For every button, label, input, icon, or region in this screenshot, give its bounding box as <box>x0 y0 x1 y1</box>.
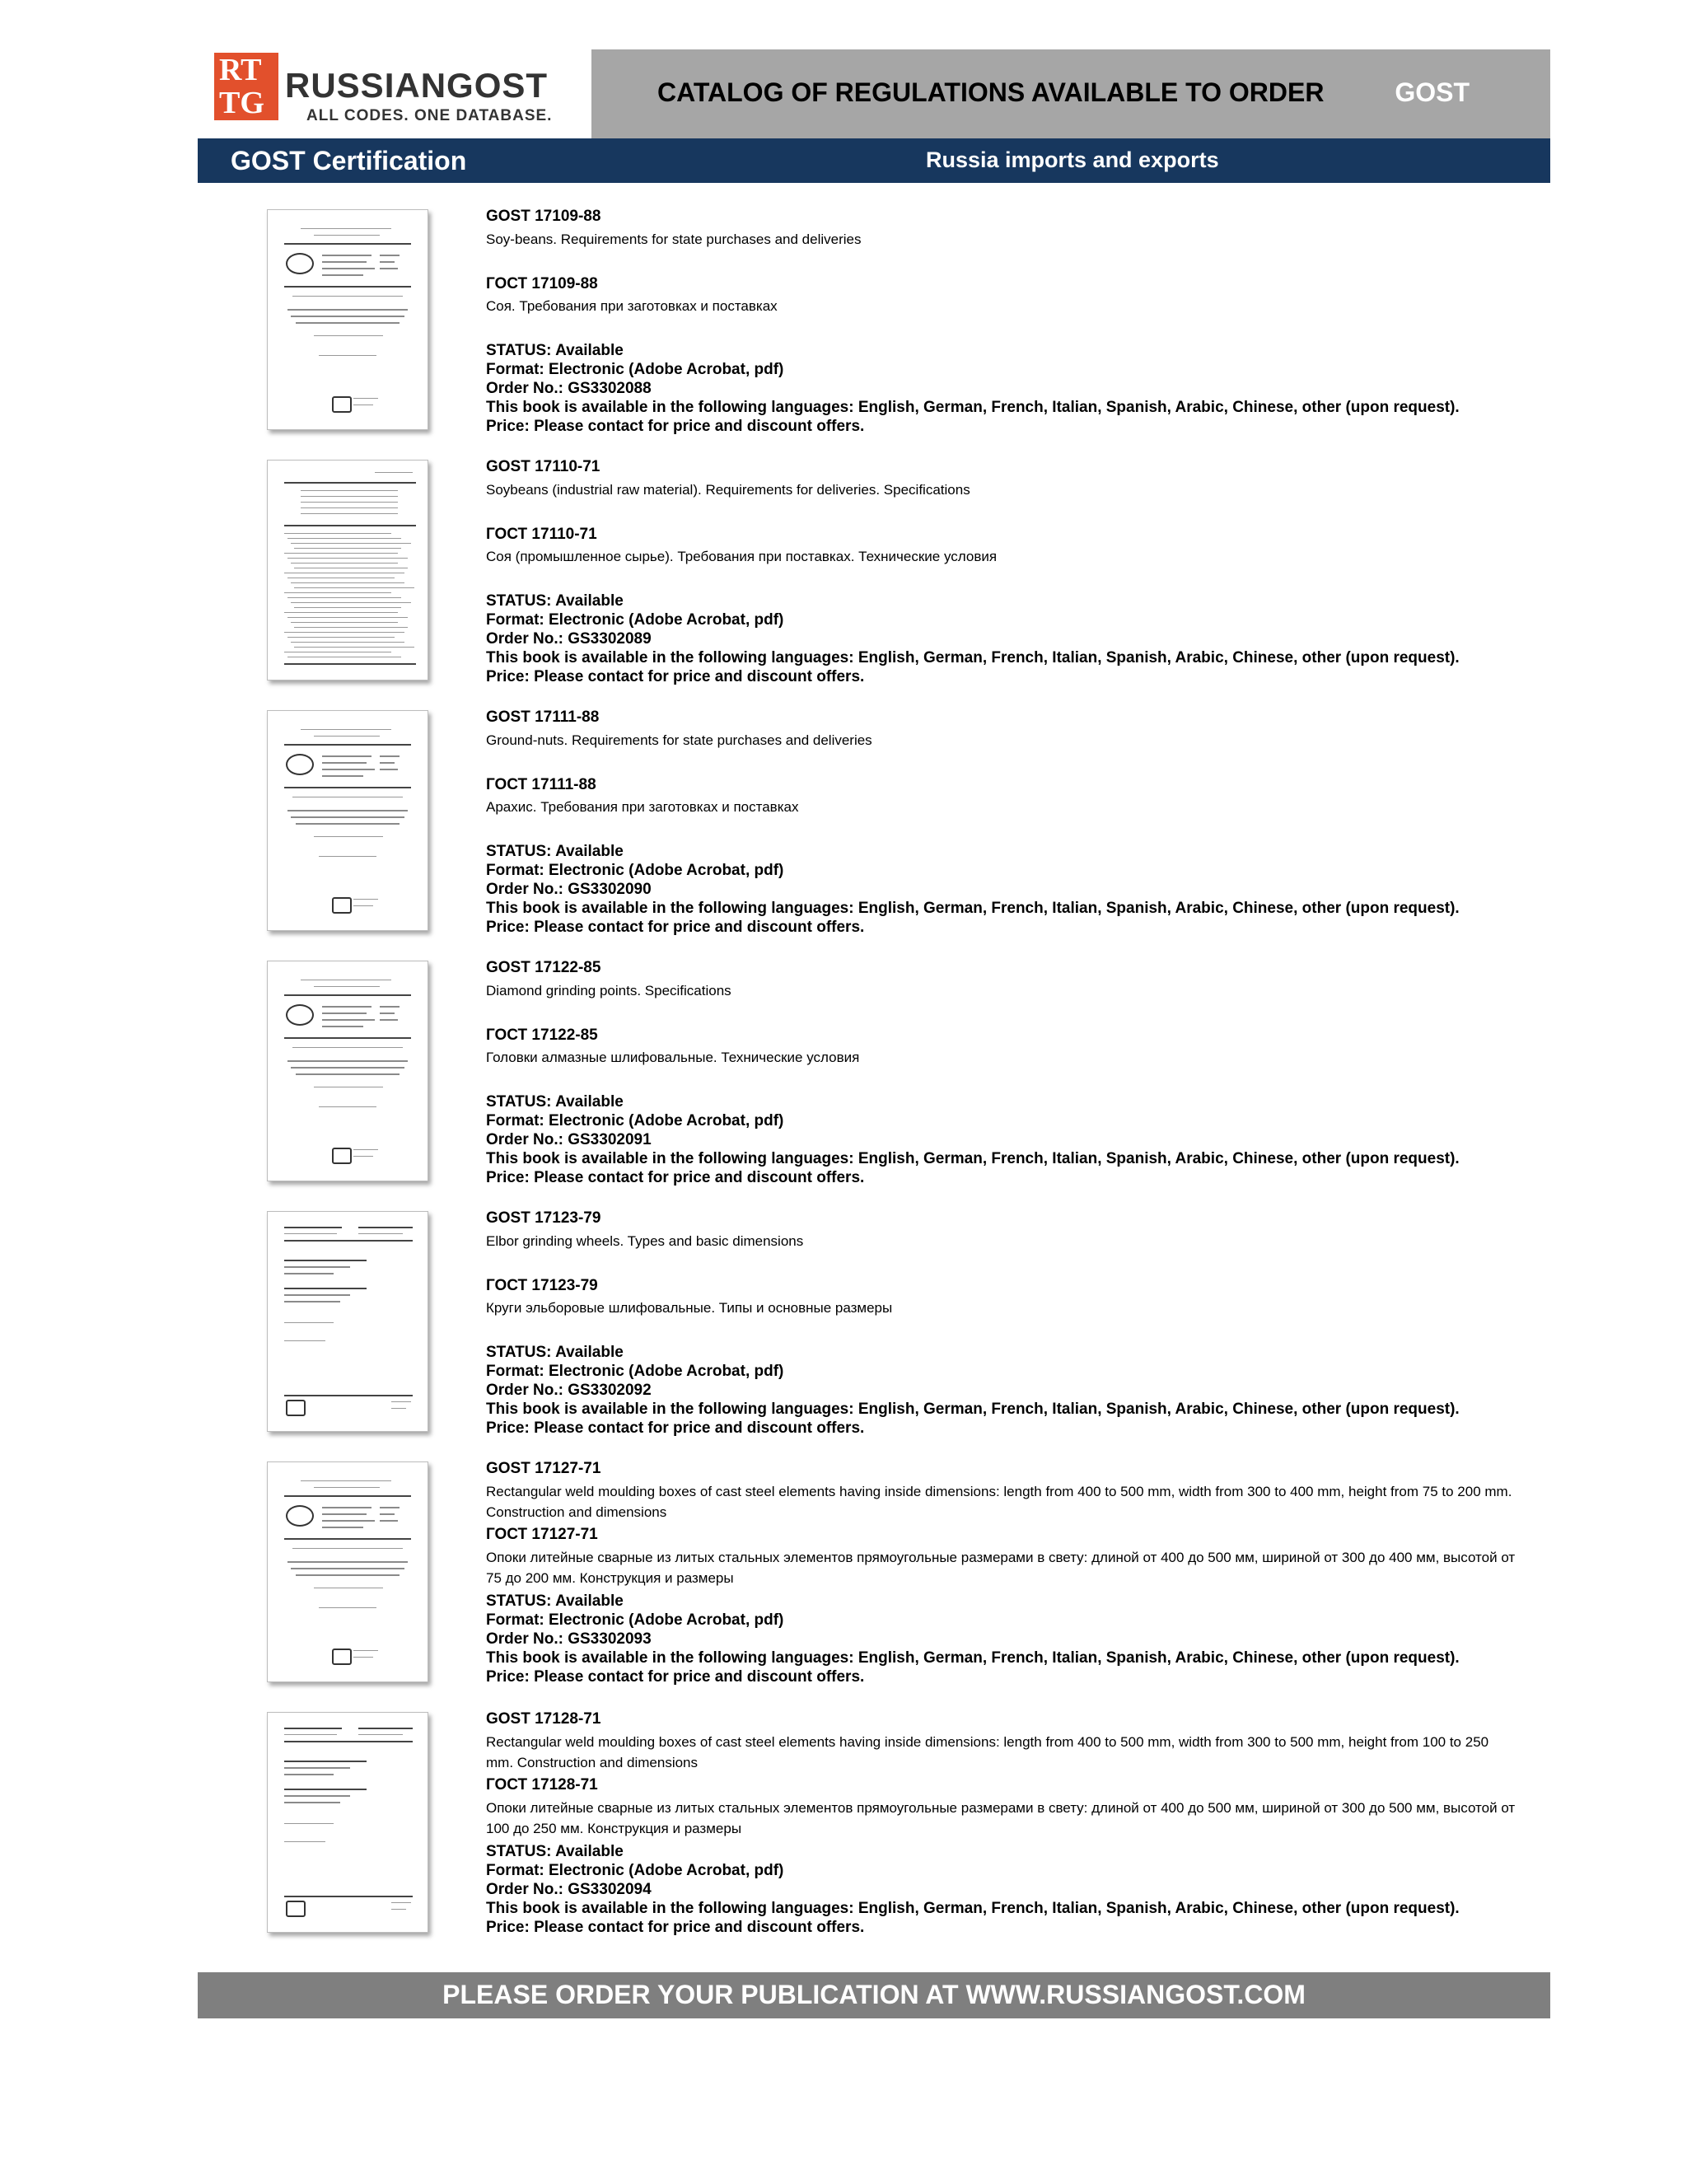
thumb-text-line <box>391 1408 406 1409</box>
thumb-text-line <box>291 316 404 317</box>
thumb-text-line <box>284 632 404 633</box>
standard-emblem-icon <box>286 1004 314 1026</box>
thumb-text-line <box>301 1480 391 1481</box>
thumb-text-line <box>291 642 404 643</box>
thumb-text-line <box>291 563 398 564</box>
thumb-text-line <box>284 1266 350 1268</box>
thumb-text-line <box>284 1728 342 1729</box>
thumb-text-line <box>314 335 383 336</box>
thumb-text-line <box>294 587 414 588</box>
imports-label: Russia imports and exports <box>926 147 1219 172</box>
thumb-text-line <box>380 1006 400 1008</box>
thumb-text-line <box>353 905 373 906</box>
document-thumbnail[interactable] <box>267 1461 428 1682</box>
order-number: Order No.: GS3302094 <box>486 1881 652 1898</box>
thumb-text-line <box>391 1909 406 1910</box>
logo-name: RUSSIANGOST <box>285 66 549 105</box>
description-en: Soybeans (industrial raw material). Requirements for deliveries. Specifications <box>486 482 970 498</box>
description-ru: Соя. Требования при заготовках и поставках <box>486 298 778 314</box>
order-number: Order No.: GS3302093 <box>486 1630 652 1648</box>
thumb-text-line <box>322 1513 367 1515</box>
logo-mark-top: RT <box>219 53 262 87</box>
publisher-mark-icon <box>332 1649 352 1665</box>
document-thumbnail[interactable] <box>267 1712 428 1933</box>
thumb-text-line <box>287 597 401 598</box>
thumb-text-line <box>284 1495 411 1497</box>
thumb-text-line <box>284 1789 367 1790</box>
logo-tagline: ALL CODES. ONE DATABASE. <box>306 107 553 124</box>
format-text: Format: Electronic (Adobe Acrobat, pdf) <box>486 1363 784 1380</box>
thumb-text-line <box>322 261 367 263</box>
thumb-text-line <box>319 1607 376 1608</box>
thumb-text-line <box>301 228 391 229</box>
description-ru: Опоки литейные сварные из литых стальных элементов прямоугольные размерами в свету: длиной от 400 до 500 мм, шириной от 300 до 400 мм, высотой от 75 до 200 мм. Конструкция и размеры <box>486 1550 1516 1586</box>
thumb-text-line <box>284 1802 340 1803</box>
thumb-text-line <box>380 755 400 757</box>
publisher-mark-icon <box>286 1400 306 1416</box>
thumb-text-line <box>287 309 408 311</box>
thumb-text-line <box>284 1896 413 1897</box>
thumb-text-line <box>284 663 416 665</box>
document-thumbnail[interactable] <box>267 460 428 680</box>
gost-code-ru[interactable]: ГОСТ 17122-85 <box>486 1027 598 1044</box>
thumb-text-line <box>353 1149 378 1150</box>
thumb-text-line <box>296 1073 400 1075</box>
thumb-text-line <box>322 1520 375 1522</box>
thumb-text-line <box>284 482 416 484</box>
thumb-text-line <box>284 1823 334 1824</box>
gost-code-en[interactable]: GOST 17127-71 <box>486 1460 601 1477</box>
description-en: Diamond grinding points. Specifications <box>486 983 731 998</box>
thumb-text-line <box>291 543 411 544</box>
format-text: Format: Electronic (Adobe Acrobat, pdf) <box>486 862 784 879</box>
logo[interactable] <box>198 49 591 138</box>
thumb-text-line <box>284 1227 342 1228</box>
thumb-text-line <box>358 1728 413 1729</box>
gost-tag: GOST <box>1395 77 1470 107</box>
thumb-text-line <box>322 1019 375 1021</box>
thumb-text-line <box>353 1657 373 1658</box>
price-text: Price: Please contact for price and discount offers. <box>486 1668 865 1686</box>
languages-text: This book is available in the following languages: English, German, French, Italian, Spanish, Arabic, Chinese, other (upon request). <box>486 1401 1460 1418</box>
thumb-text-line <box>391 1902 411 1903</box>
thumb-text-line <box>322 775 363 777</box>
catalog-entry <box>198 208 1550 455</box>
thumb-text-line <box>284 787 411 788</box>
thumb-text-line <box>322 274 363 276</box>
thumb-text-line <box>284 1240 413 1242</box>
standard-emblem-icon <box>286 253 314 274</box>
thumb-text-line <box>284 1301 340 1302</box>
gost-code-ru[interactable]: ГОСТ 17109-88 <box>486 275 598 292</box>
description-ru: Соя (промышленное сырье). Требования при поставках. Технические условия <box>486 549 998 564</box>
thumb-text-line <box>284 553 398 554</box>
format-text: Format: Electronic (Adobe Acrobat, pdf) <box>486 1611 784 1629</box>
gost-code-ru[interactable]: ГОСТ 17127-71 <box>486 1526 598 1543</box>
gost-code-ru[interactable]: ГОСТ 17128-71 <box>486 1776 598 1793</box>
description-en: Soy-beans. Requirements for state purchases and deliveries <box>486 231 862 247</box>
order-number: Order No.: GS3302088 <box>486 380 652 397</box>
description-ru: Арахис. Требования при заготовках и поставках <box>486 799 799 815</box>
format-text: Format: Electronic (Adobe Acrobat, pdf) <box>486 611 784 629</box>
gost-code-ru[interactable]: ГОСТ 17111-88 <box>486 776 596 793</box>
thumb-text-line <box>284 1741 413 1742</box>
price-text: Price: Please contact for price and discount offers. <box>486 418 865 435</box>
thumb-text-line <box>284 1774 334 1775</box>
gost-code-en[interactable]: GOST 17123-79 <box>486 1209 601 1227</box>
catalog-title-bar <box>591 49 1550 138</box>
document-thumbnail[interactable] <box>267 1211 428 1432</box>
thumb-text-line <box>301 490 398 491</box>
thumb-text-line <box>284 1395 413 1396</box>
thumb-text-line <box>301 507 398 508</box>
languages-text: This book is available in the following languages: English, German, French, Italian, Spanish, Arabic, Chinese, other (upon request). <box>486 1649 1460 1667</box>
thumb-text-line <box>380 261 395 263</box>
status-text: STATUS: Available <box>486 1344 624 1361</box>
thumb-text-line <box>284 612 398 613</box>
gost-code-en[interactable]: GOST 17111-88 <box>486 709 600 726</box>
thumb-text-line <box>287 1060 408 1062</box>
publisher-mark-icon <box>332 897 352 914</box>
thumb-text-line <box>296 322 400 324</box>
status-text: STATUS: Available <box>486 1093 624 1111</box>
description-ru: Головки алмазные шлифовальные. Технические условия <box>486 1050 860 1065</box>
status-text: STATUS: Available <box>486 1592 624 1610</box>
standard-emblem-icon <box>286 1505 314 1527</box>
thumb-text-line <box>287 558 408 559</box>
thumb-text-line <box>380 1019 398 1021</box>
standard-emblem-icon <box>286 754 314 775</box>
thumb-text-line <box>319 1106 376 1107</box>
thumb-text-line <box>287 617 408 618</box>
thumb-text-line <box>314 736 380 737</box>
thumb-text-line <box>294 647 414 648</box>
thumb-text-line <box>284 1538 411 1540</box>
thumb-text-line <box>322 255 372 256</box>
thumb-text-line <box>291 582 404 583</box>
publisher-mark-icon <box>332 1148 352 1164</box>
thumb-text-line <box>284 1734 337 1735</box>
languages-text: This book is available in the following languages: English, German, French, Italian, Spanish, Arabic, Chinese, other (upon request). <box>486 900 1460 917</box>
thumb-text-line <box>284 1260 367 1261</box>
catalog-entry <box>198 959 1550 1206</box>
thumb-text-line <box>294 627 408 628</box>
thumb-text-line <box>353 899 378 900</box>
thumb-text-line <box>287 637 395 638</box>
thumb-text-line <box>380 762 395 764</box>
status-text: STATUS: Available <box>486 1843 624 1860</box>
publisher-mark-icon <box>332 396 352 413</box>
logo-mark-icon <box>214 53 278 120</box>
thumb-text-line <box>284 1767 350 1769</box>
catalog-title: CATALOG OF REGULATIONS AVAILABLE TO ORDER <box>657 77 1325 107</box>
languages-text: This book is available in the following languages: English, German, French, Italian, Spanish, Arabic, Chinese, other (upon request). <box>486 1900 1460 1917</box>
description-en: Ground-nuts. Requirements for state purchases and deliveries <box>486 732 872 748</box>
gost-code-en[interactable]: GOST 17128-71 <box>486 1710 601 1728</box>
status-text: STATUS: Available <box>486 342 624 359</box>
thumb-text-line <box>380 769 398 770</box>
languages-text: This book is available in the following languages: English, German, French, Italian, Spanish, Arabic, Chinese, other (upon request). <box>486 649 1460 666</box>
thumb-text-line <box>319 856 376 857</box>
thumb-text-line <box>314 986 380 987</box>
thumb-text-line <box>291 602 411 603</box>
thumb-text-line <box>284 994 411 996</box>
thumb-text-line <box>284 1795 350 1797</box>
thumb-text-line <box>322 1026 363 1027</box>
description-en: Rectangular weld moulding boxes of cast steel elements having inside dimensions: length from 400 to 500 mm, width from 300 to 400 mm, height from 75 to 200 mm. Construction and dimensions <box>486 1484 1512 1520</box>
gost-code-ru[interactable]: ГОСТ 17123-79 <box>486 1277 598 1294</box>
thumb-text-line <box>353 1650 378 1651</box>
format-text: Format: Electronic (Adobe Acrobat, pdf) <box>486 361 784 378</box>
thumb-text-line <box>322 268 375 269</box>
price-text: Price: Please contact for price and discount offers. <box>486 1919 865 1936</box>
catalog-entry <box>198 1209 1550 1457</box>
thumb-text-line <box>358 1227 413 1228</box>
format-text: Format: Electronic (Adobe Acrobat, pdf) <box>486 1112 784 1129</box>
thumb-text-line <box>314 836 383 837</box>
thumb-text-line <box>284 1037 411 1039</box>
price-text: Price: Please contact for price and discount offers. <box>486 668 865 685</box>
thumb-text-line <box>380 268 398 269</box>
price-text: Price: Please contact for price and discount offers. <box>486 919 865 936</box>
thumb-text-line <box>284 286 411 288</box>
document-thumbnail[interactable] <box>267 710 428 931</box>
thumb-text-line <box>291 1568 404 1569</box>
thumb-text-line <box>322 762 367 764</box>
certification-label: GOST Certification <box>231 146 467 175</box>
catalog-entry <box>198 458 1550 705</box>
thumb-text-line <box>322 769 375 770</box>
gost-code-en[interactable]: GOST 17122-85 <box>486 959 601 976</box>
thumb-text-line <box>301 729 391 730</box>
format-text: Format: Electronic (Adobe Acrobat, pdf) <box>486 1862 784 1879</box>
page-header <box>198 49 1550 138</box>
thumb-text-line <box>291 816 404 818</box>
thumb-text-line <box>358 1233 403 1234</box>
thumb-text-line <box>284 744 411 746</box>
price-text: Price: Please contact for price and discount offers. <box>486 1419 865 1437</box>
thumb-text-line <box>301 496 398 497</box>
thumb-text-line <box>287 810 408 811</box>
description-en: Elbor grinding wheels. Types and basic dimensions <box>486 1233 804 1249</box>
languages-text: This book is available in the following languages: English, German, French, Italian, Spanish, Arabic, Chinese, other (upon request). <box>486 1150 1460 1167</box>
gost-code-en[interactable]: GOST 17110-71 <box>486 458 600 475</box>
order-number: Order No.: GS3302089 <box>486 630 652 648</box>
thumb-text-line <box>284 1294 350 1296</box>
description-en: Rectangular weld moulding boxes of cast steel elements having inside dimensions: length from 400 to 500 mm, width from 300 to 500 mm, height from 100 to 250 mm. Construction and dimensions <box>486 1734 1489 1770</box>
status-text: STATUS: Available <box>486 843 624 860</box>
thumb-text-line <box>391 1401 411 1402</box>
thumb-text-line <box>380 1520 398 1522</box>
thumb-text-line <box>375 472 413 473</box>
thumb-text-line <box>322 755 372 757</box>
logo-mark-bottom: TG <box>219 86 264 120</box>
catalog-entry <box>198 1710 1550 1957</box>
languages-text: This book is available in the following languages: English, German, French, Italian, Spanish, Arabic, Chinese, other (upon request). <box>486 399 1460 416</box>
order-number: Order No.: GS3302092 <box>486 1382 652 1399</box>
thumb-text-line <box>284 525 416 526</box>
description-ru: Опоки литейные сварные из литых стальных элементов прямоугольные размерами в свету: длиной от 400 до 500 мм, шириной от 300 до 500 мм, высотой от 100 до 250 мм. Конструкция и размеры <box>486 1800 1516 1836</box>
thumb-text-line <box>301 513 398 514</box>
thumb-text-line <box>292 1047 403 1048</box>
catalog-entry <box>198 709 1550 956</box>
thumb-text-line <box>319 355 376 356</box>
thumb-text-line <box>353 398 378 399</box>
thumb-text-line <box>322 1006 372 1008</box>
catalog-entry <box>198 1460 1550 1707</box>
thumb-text-line <box>358 1734 403 1735</box>
thumb-text-line <box>380 1513 395 1515</box>
thumb-text-line <box>284 592 391 593</box>
thumb-text-line <box>284 1233 337 1234</box>
document-thumbnail[interactable] <box>267 961 428 1181</box>
thumb-text-line <box>287 538 401 539</box>
gost-code-en[interactable]: GOST 17109-88 <box>486 208 601 225</box>
thumb-text-line <box>287 1561 408 1563</box>
thumb-text-line <box>284 1841 325 1842</box>
thumb-text-line <box>284 1761 367 1762</box>
thumb-text-line <box>296 1574 400 1576</box>
subtitle-bar <box>198 138 1550 183</box>
price-text: Price: Please contact for price and discount offers. <box>486 1169 865 1186</box>
thumb-text-line <box>284 1322 334 1323</box>
thumb-text-line <box>380 255 400 256</box>
thumb-text-line <box>284 533 391 534</box>
thumb-text-line <box>322 1507 372 1508</box>
thumb-text-line <box>296 823 400 825</box>
thumb-text-line <box>353 1156 373 1157</box>
document-thumbnail[interactable] <box>267 209 428 430</box>
status-text: STATUS: Available <box>486 592 624 610</box>
thumb-text-line <box>284 243 411 245</box>
thumb-text-line <box>292 296 403 297</box>
order-number: Order No.: GS3302090 <box>486 881 652 898</box>
thumb-text-line <box>314 1487 380 1488</box>
thumb-text-line <box>380 1012 395 1014</box>
thumb-text-line <box>292 1548 403 1549</box>
thumb-text-line <box>294 548 401 549</box>
thumb-text-line <box>380 1507 400 1508</box>
order-link[interactable]: PLEASE ORDER YOUR PUBLICATION AT WWW.RUSSIANGOST.COM <box>442 1980 1306 2009</box>
thumb-text-line <box>284 1273 334 1274</box>
gost-code-ru[interactable]: ГОСТ 17110-71 <box>486 526 597 543</box>
thumb-text-line <box>301 502 398 503</box>
thumb-text-line <box>284 1288 367 1289</box>
description-ru: Круги эльборовые шлифовальные. Типы и основные размеры <box>486 1300 893 1316</box>
thumb-text-line <box>314 235 380 236</box>
order-number: Order No.: GS3302091 <box>486 1131 652 1148</box>
thumb-text-line <box>291 1067 404 1069</box>
thumb-text-line <box>284 1340 325 1341</box>
thumb-text-line <box>294 607 401 608</box>
thumb-text-line <box>322 1527 363 1528</box>
thumb-text-line <box>322 1012 367 1014</box>
order-footer[interactable] <box>198 1972 1550 2018</box>
thumb-text-line <box>291 622 398 623</box>
publisher-mark-icon <box>286 1901 306 1917</box>
